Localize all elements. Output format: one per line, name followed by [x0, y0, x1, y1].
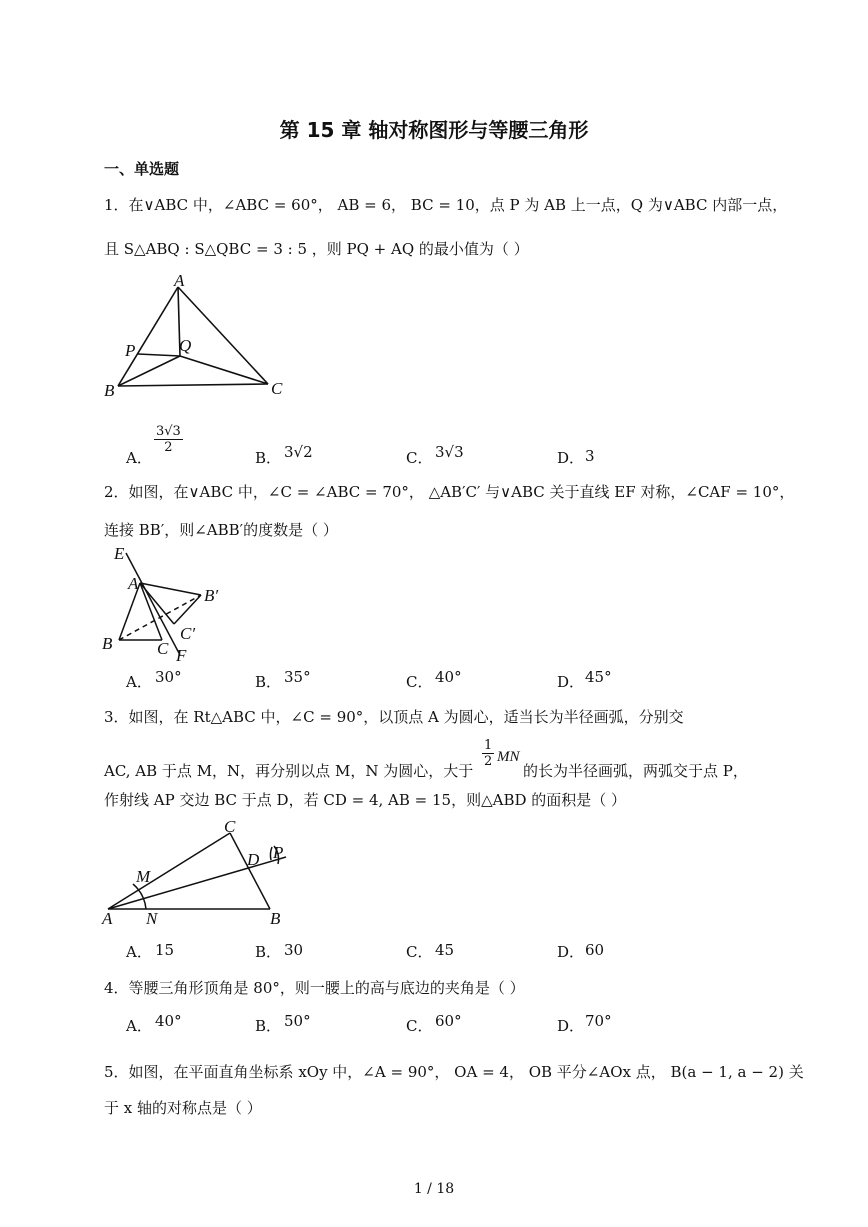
q2-option-c-value: 40°	[435, 668, 462, 686]
q1-option-b-value: 3√2	[284, 443, 313, 461]
q4-option-b-value: 50°	[284, 1012, 311, 1030]
q1-option-d-value: 3	[585, 447, 595, 465]
q3-fraction-numerator: 1	[484, 738, 493, 753]
q2-reflection-figure	[100, 545, 240, 665]
q5-line1: 5．如图，在平面直角坐标系 xOy 中，∠A = 90°， OA = 4， OB 平分∠AOx 点， B(a − 1, a − 2) 关	[104, 1063, 804, 1081]
q1-label-c: C	[271, 379, 283, 398]
q2-option-b-label: B．	[255, 673, 282, 691]
q3-fraction	[482, 738, 494, 769]
q3-option-b-value: 30	[284, 941, 304, 959]
page-number: 1 / 18	[413, 1181, 455, 1197]
q1-line1: 1．在∨ABC 中，∠ABC = 60°， AB = 6， BC = 10，点 P 为 AB 上一点，Q 为∨ABC 内部一点，	[104, 196, 788, 214]
document-title: 第 15 章 轴对称图形与等腰三角形	[279, 118, 589, 142]
q1-label-p: P	[125, 341, 136, 360]
q3-option-a-value: 15	[155, 941, 175, 959]
q1-line2: 且 S△ABQ : S△QBC = 3 : 5 ，则 PQ + AQ 的最小值为（ ）	[104, 240, 529, 258]
q1-label-a: A	[174, 272, 185, 290]
q3-line3: 作射线 AP 交边 BC 于点 D，若 CD = 4, AB = 15，则△ABD 的面积是（ ）	[104, 791, 627, 809]
section-heading: 一、单选题	[104, 160, 180, 178]
q1-option-a-fraction	[154, 424, 183, 455]
q2-label-f: F	[176, 646, 187, 665]
q3-edge-ac	[108, 833, 230, 909]
q4-option-c-label: C．	[406, 1017, 433, 1035]
q1-option-a-label: A．	[126, 449, 152, 467]
q3-option-a-label: A．	[126, 943, 152, 961]
q3-label-d: D	[247, 850, 260, 869]
q2-option-d-label: D．	[557, 673, 585, 691]
q3-label-b: B	[270, 909, 281, 928]
q2-label-c-prime: C′	[180, 624, 196, 643]
q2-label-a: A	[128, 574, 139, 593]
q3-line2-a: AC, AB 于点 M，N，再分别以点 M，N 为圆心，大于	[104, 762, 474, 780]
q2-label-e: E	[114, 545, 125, 563]
q3-label-p: P	[273, 843, 284, 862]
q1-option-d-label: D．	[557, 449, 585, 467]
q3-triangle-figure	[100, 812, 300, 932]
q2-option-a-label: A．	[126, 673, 152, 691]
q3-option-c-value: 45	[435, 941, 455, 959]
q4-option-c-value: 60°	[435, 1012, 462, 1030]
q1-segment-pq	[138, 354, 180, 356]
q1-edge-bc	[118, 384, 268, 386]
q3-option-d-value: 60	[585, 941, 605, 959]
q5-line2: 于 x 轴的对称点是（ ）	[104, 1099, 262, 1117]
q1-option-c-value: 3√3	[435, 443, 464, 461]
q1-option-a-numerator: 3√3	[156, 424, 181, 439]
q4-option-d-value: 70°	[585, 1012, 612, 1030]
q1-option-b-label: B．	[255, 449, 282, 467]
q2-label-b-prime: B′	[204, 586, 219, 605]
q3-line1: 3．如图，在 Rt△ABC 中，∠C = 90°，以顶点 A 为圆心，适当长为半径画弧，分别交	[104, 708, 684, 726]
q2-option-d-value: 45°	[585, 668, 612, 686]
q4-option-d-label: D．	[557, 1017, 585, 1035]
q4-line1: 4．等腰三角形顶角是 80°，则一腰上的高与底边的夹角是（ ）	[104, 979, 525, 997]
q3-ray-ap	[108, 857, 286, 909]
q3-label-a: A	[102, 909, 113, 928]
q1-triangle-figure	[100, 272, 300, 402]
q2-option-b-value: 35°	[284, 668, 311, 686]
q2-line2: 连接 BB′，则∠ABB′的度数是（ ）	[104, 521, 338, 539]
q2-option-a-value: 30°	[155, 668, 182, 686]
q2-edge-bprime-cprime	[174, 595, 201, 624]
q3-label-n: N	[146, 909, 158, 928]
q2-label-c: C	[157, 639, 169, 658]
q2-line1: 2．如图，在∨ABC 中，∠C = ∠ABC = 70°， △AB′C′ 与∨ABC 关于直线 EF 对称，∠CAF = 10°，	[104, 483, 795, 501]
q3-label-m: M	[136, 867, 151, 886]
q3-line2-b: 的长为半径画弧，两弧交于点 P，	[523, 762, 748, 780]
q4-option-a-value: 40°	[155, 1012, 182, 1030]
q3-fraction-mn: MN	[497, 749, 520, 765]
q2-option-c-label: C．	[406, 673, 433, 691]
q1-label-b: B	[104, 381, 115, 400]
q3-option-c-label: C．	[406, 943, 433, 961]
q2-edge-ac	[140, 583, 162, 640]
q3-arc-mn	[133, 884, 146, 909]
q1-option-a-denominator: 2	[164, 440, 173, 455]
q3-option-d-label: D．	[557, 943, 585, 961]
q4-option-b-label: B．	[255, 1017, 282, 1035]
q4-option-a-label: A．	[126, 1017, 152, 1035]
q3-fraction-denominator: 2	[484, 754, 493, 769]
q1-option-c-label: C．	[406, 449, 433, 467]
q1-label-q: Q	[179, 336, 192, 355]
q3-arc-p1	[270, 847, 272, 860]
q2-label-b: B	[102, 634, 113, 653]
q3-label-c: C	[224, 817, 236, 836]
q3-option-b-label: B．	[255, 943, 282, 961]
